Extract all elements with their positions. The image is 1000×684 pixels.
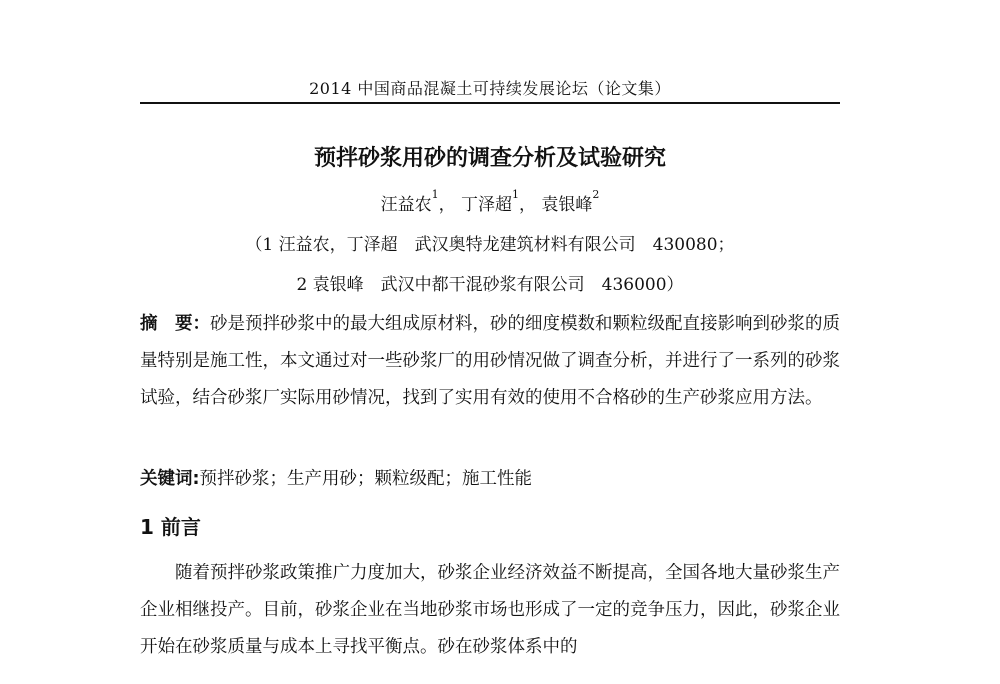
author-affiliation-mark: 1 (512, 188, 519, 201)
affiliation-line: 2 袁银峰 武汉中都干混砂浆有限公司 436000） (296, 275, 684, 295)
abstract-label: 摘 要： (140, 314, 210, 334)
author-affiliation-mark: 2 (592, 188, 600, 201)
running-header: 2014 中国商品混凝土可持续发展论坛（论文集） (309, 79, 671, 98)
author-name: 袁银峰 (541, 195, 593, 215)
abstract-text: 砂是预拌砂浆中的最大组成原材料，砂的细度模数和颗粒级配直接影响到砂浆的质量特别是施工性，本文通过对一些砂浆厂的用砂情况做了调查分析，并进行了一系列的砂浆试验，结合砂浆厂实际用砂情况，找到了实用有效的使用不合格砂的生产砂浆应用方法。 (140, 314, 840, 408)
author-separator: ， (519, 195, 536, 215)
paper-title: 预拌砂浆用砂的调查分析及试验研究 (313, 146, 666, 171)
author-list (140, 190, 840, 215)
keywords-text: 预拌砂浆；生产用砂；颗粒级配；施工性能 (199, 469, 532, 489)
keywords (140, 461, 840, 498)
abstract (140, 306, 840, 417)
keywords-label: 关键词: (140, 469, 200, 489)
author-affiliation-mark: 1 (431, 188, 439, 201)
author-name: 丁泽超 (461, 195, 512, 215)
section-heading: 1 前言 (140, 515, 201, 539)
body-paragraph: 随着预拌砂浆政策推广力度加大，砂浆企业经济效益不断提高，全国各地大量砂浆生产企业相继投产。目前，砂浆企业在当地砂浆市场也形成了一定的竞争压力，因此，砂浆企业开始在砂浆质量与成本上寻找平衡点。砂在砂浆体系中的 (140, 563, 840, 657)
author-separator: ， (438, 195, 456, 215)
author-name: 汪益农 (380, 195, 432, 215)
header-rule (140, 102, 840, 104)
affiliation-line: （1 汪益农，丁泽超 武汉奥特龙建筑材料有限公司 430080； (245, 235, 735, 255)
